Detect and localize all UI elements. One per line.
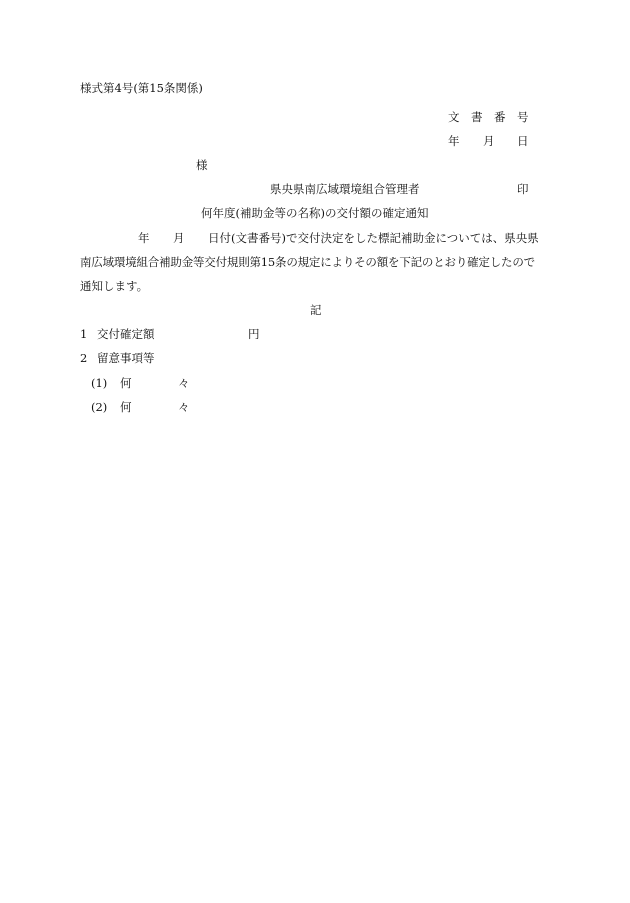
item-1-number: 1 xyxy=(80,327,88,341)
item-1-unit: 円 xyxy=(248,327,260,341)
sub-item-1-text: 何 xyxy=(120,376,132,390)
document-title: 何年度(補助金等の名称)の交付額の確定通知 xyxy=(201,206,429,220)
item-2-label: 留意事項等 xyxy=(97,351,155,365)
body-line-1: 日付(文書番号)で交付決定をした標記補助金については、県央県 xyxy=(208,231,539,245)
form-label: 様式第4号(第15条関係) xyxy=(80,81,203,95)
addressee-suffix: 様 xyxy=(196,158,208,172)
date-month: 月 xyxy=(483,134,495,148)
doc-number-char-4: 号 xyxy=(517,110,529,124)
date-year: 年 xyxy=(448,134,460,148)
sub-item-2-text: 何 xyxy=(120,400,132,414)
body-date-month: 月 xyxy=(173,231,185,245)
item-1-label: 交付確定額 xyxy=(97,327,155,341)
doc-number-char-2: 書 xyxy=(471,110,483,124)
sub-item-1-mark: 々 xyxy=(178,376,190,390)
body-date-year: 年 xyxy=(138,231,150,245)
date-day: 日 xyxy=(517,134,529,148)
ki-heading: 記 xyxy=(310,303,322,317)
seal-mark: 印 xyxy=(517,182,529,196)
body-line-3: 通知します。 xyxy=(80,279,149,293)
issuer-name: 県央県南広域環境組合管理者 xyxy=(270,182,420,196)
doc-number-char-1: 文 xyxy=(448,110,460,124)
sub-item-1-number: (1) xyxy=(91,376,108,390)
doc-number-char-3: 番 xyxy=(494,110,506,124)
body-line-2: 南広域環境組合補助金等交付規則第15条の規定によりその額を下記のとおり確定したので xyxy=(80,255,535,269)
sub-item-2-mark: 々 xyxy=(178,400,190,414)
sub-item-2-number: (2) xyxy=(91,400,108,414)
item-2-number: 2 xyxy=(80,351,88,365)
